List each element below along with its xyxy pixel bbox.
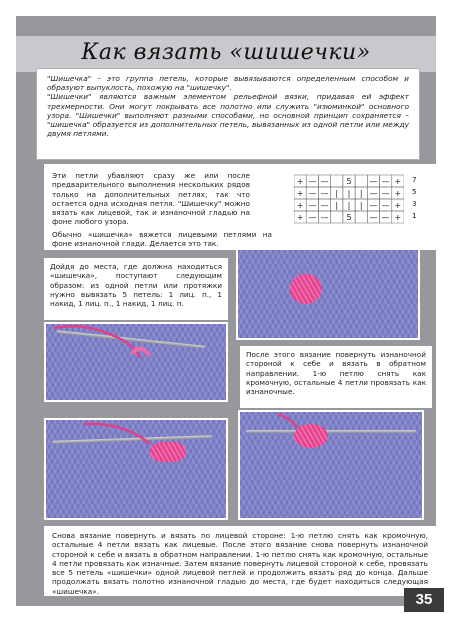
intro-box xyxy=(36,68,420,160)
chart-row-label: 7 xyxy=(412,175,417,184)
info-box xyxy=(44,164,440,250)
stitch-chart xyxy=(294,174,404,224)
chart-symbol: + xyxy=(394,177,402,186)
chart-symbol: | xyxy=(347,201,351,210)
stitch-chart-grid xyxy=(294,175,404,223)
chart-symbol: + xyxy=(296,213,304,222)
chart-symbol: — xyxy=(369,177,378,186)
chart-symbol: | xyxy=(347,189,351,198)
chart-symbol: + xyxy=(296,177,304,186)
chart-cell xyxy=(331,211,343,223)
chart-symbol: — xyxy=(381,213,390,222)
pink-yarn xyxy=(44,418,228,520)
chart-symbol: — xyxy=(308,201,317,210)
chart-symbol: — xyxy=(308,189,317,198)
chart-symbol: | xyxy=(359,189,363,198)
chart-symbol: — xyxy=(320,189,329,198)
chart-symbol: — xyxy=(308,177,317,186)
chart-row-label: 1 xyxy=(412,211,417,220)
chart-symbol: | xyxy=(359,201,363,210)
chart-symbol: + xyxy=(296,201,304,210)
chart-symbol: — xyxy=(320,177,329,186)
pink-yarn xyxy=(238,410,424,520)
photo-finished-bobble xyxy=(236,248,420,340)
page-title: Как вязать «шишечки» xyxy=(81,40,371,65)
chart-row-labels xyxy=(412,174,426,222)
chart-cell xyxy=(355,175,367,187)
chart-symbol: — xyxy=(381,189,390,198)
step-1-box xyxy=(44,258,228,320)
bobble xyxy=(290,274,322,304)
title-bar xyxy=(16,36,436,72)
chart-symbol: — xyxy=(381,201,390,210)
step-1-text: Дойдя до места, где должна находиться «шишечка», поступают следующим образом: из одной петли или протяжки нужно вывязать 5 петель: 1 лиц. п., 1 накид, 1 лиц. п., 1 накид, 1 лиц. п. xyxy=(50,262,222,309)
knit-fabric xyxy=(238,250,418,338)
intro-paragraph-2: "Шишечки" являются важным элементом рельефной вязки, придавая ей эффект трехмерности. Они могут покрывать все полотно или служить "изюминкой" основного узора. "Шишечки" выполняют разными способами, но основной принцип сохраняется – "шишечка" образуется из дополнительных петель, вывязанных из одной петли или между двумя петлями. xyxy=(47,92,409,139)
intro-paragraph-1: "Шишечка" – это группа петель, которые вывязываются определенным способом и образуют выпуклость, похожую на "шишечку". xyxy=(47,74,409,93)
step-3-box xyxy=(44,526,436,596)
chart-symbol: — xyxy=(381,177,390,186)
step-3-text: Снова вязание повернуть и вязать по лицевой стороне: 1-ю петлю снять как кромочную, остальные 4 петли вязать как лицевые. После этого вязание снова повернуть изнаночной стороной к себе и вязать в обратном направлении. 1-ю петлю снять как кромочную, остальные 4 петли провязать как изначные. Затем вязание повернуть лицевой стороной к себе, провязать все 5 петель «шишечки» одной лицевой петлей и продолжить вязать ряд до конца. Дальше продолжать вязать полотно изнаночной гладью до места, где будет находиться следующая «шишечка». xyxy=(52,531,428,596)
chart-symbol: — xyxy=(369,201,378,210)
chart-cell xyxy=(355,211,367,223)
chart-symbol: — xyxy=(369,213,378,222)
chart-symbol: 5 xyxy=(346,213,352,222)
pink-yarn xyxy=(44,322,228,402)
chart-symbol: | xyxy=(335,201,339,210)
chart-symbol: — xyxy=(308,213,317,222)
info-paragraph-2: Обычно «шишечка» вяжется лицевыми петлями на фоне изнаночной глади. Делается это так. xyxy=(52,230,272,249)
chart-row-label: 5 xyxy=(412,187,417,196)
chart-symbol: + xyxy=(296,189,304,198)
step-2-text: После этого вязание повернуть изнаночной стороной к себе и вязать в обратном направлении. 1-ю петлю снять как кромочную, остальные 4 петли провязать как изнаночные. xyxy=(246,350,426,397)
chart-symbol: + xyxy=(394,213,402,222)
chart-symbol: 5 xyxy=(346,177,352,186)
chart-cell xyxy=(331,175,343,187)
chart-symbol: — xyxy=(320,213,329,222)
chart-row-label: 3 xyxy=(412,199,417,208)
chart-symbol: + xyxy=(394,201,402,210)
chart-symbol: | xyxy=(335,189,339,198)
chart-symbol: — xyxy=(320,201,329,210)
step-2-box xyxy=(240,346,432,408)
chart-symbol: — xyxy=(369,189,378,198)
info-paragraph: Эти петли убавляют сразу же или после предварительного выполнения нескольких рядов только на дополнительных петлях, так что остается одна исходная петля. "Шишечку" можно вязать как лицевой, так и изнаночной гладью на фоне любого узора. xyxy=(52,171,250,227)
chart-symbol: + xyxy=(394,189,402,198)
page-number: 35 xyxy=(404,588,444,612)
